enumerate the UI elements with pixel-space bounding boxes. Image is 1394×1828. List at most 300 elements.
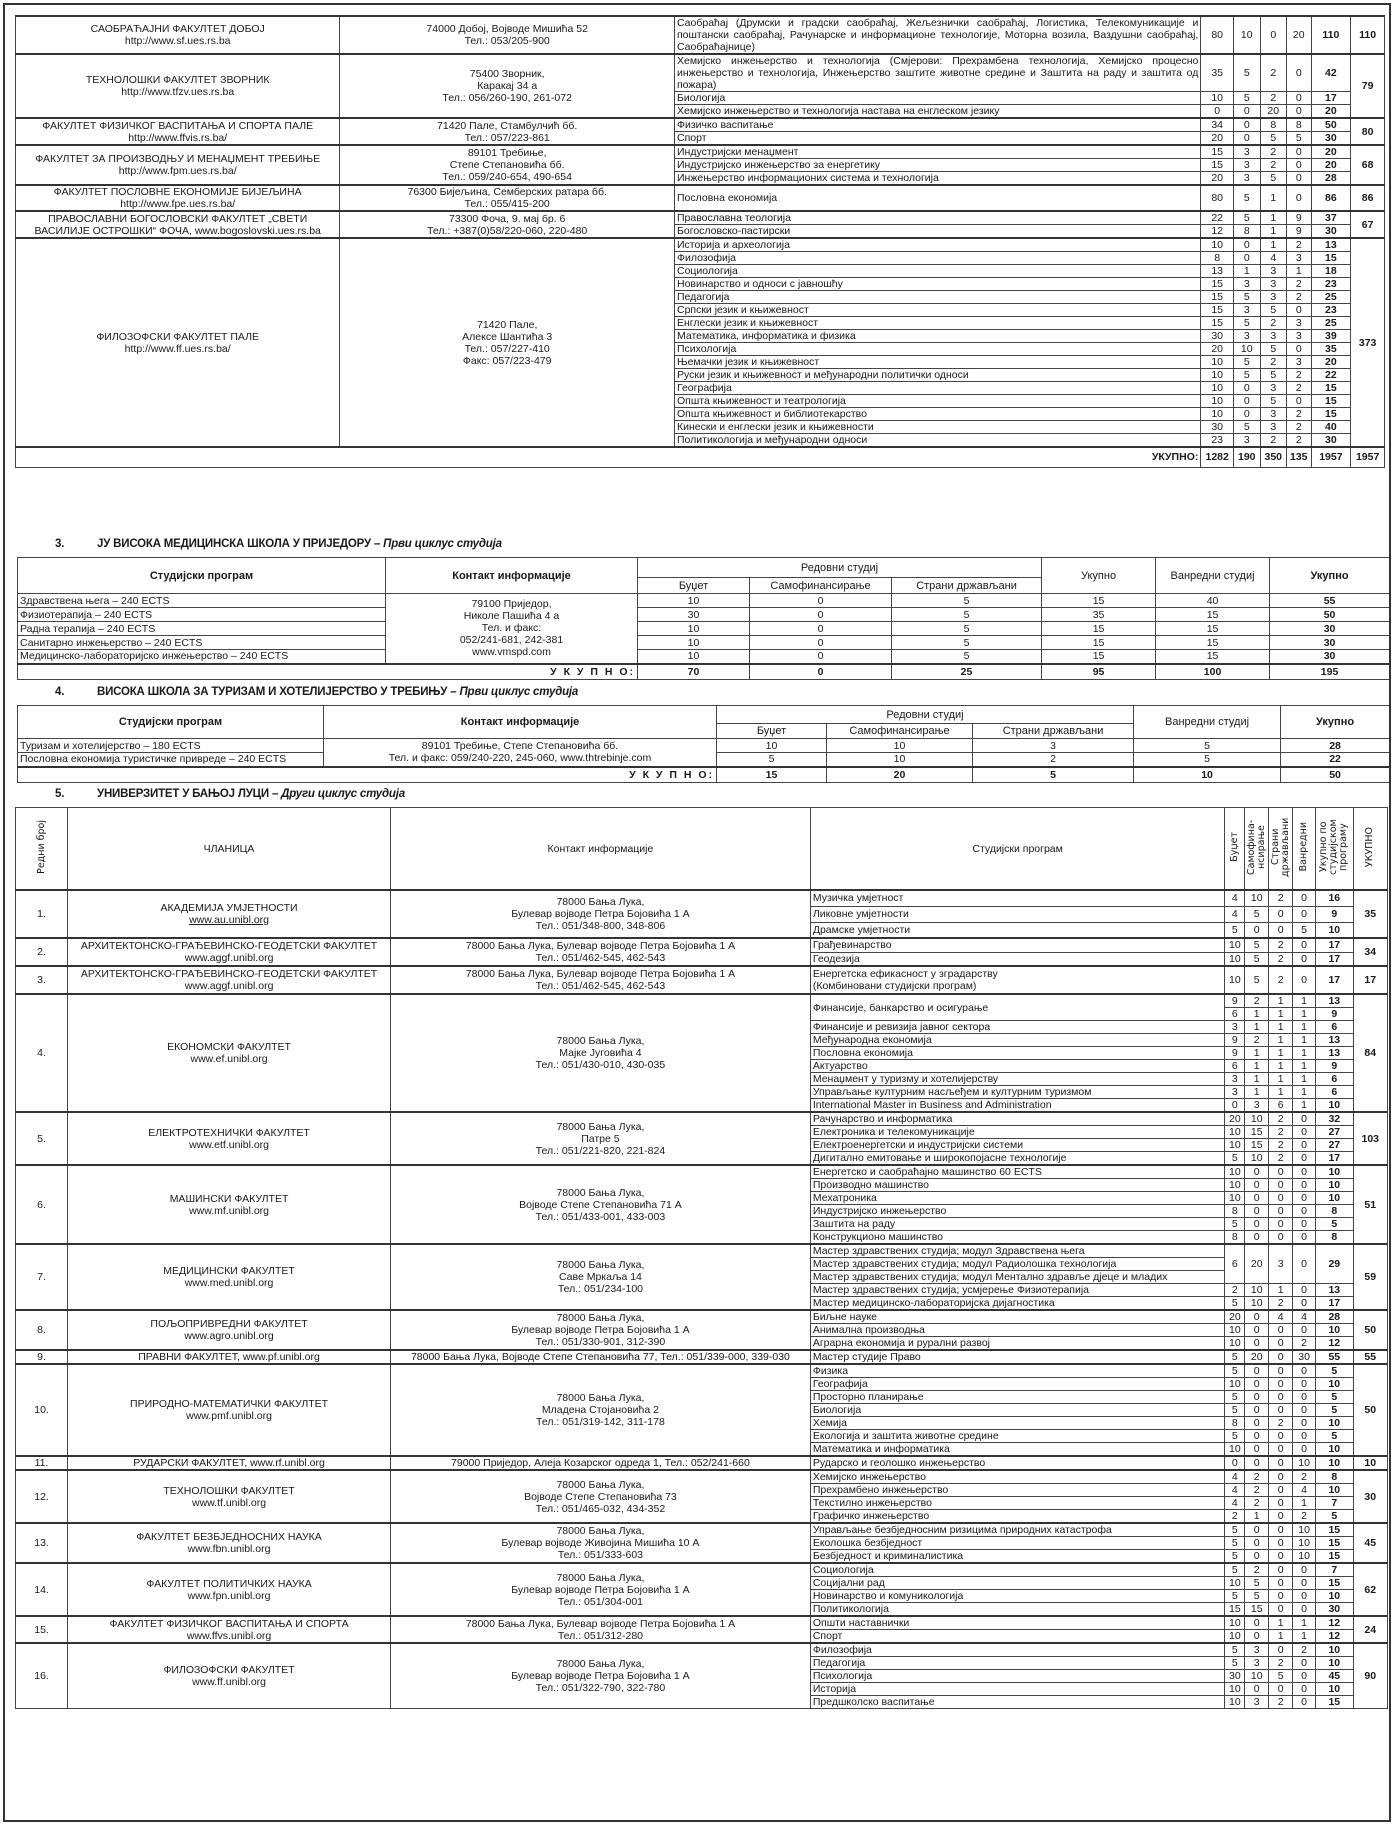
- foreign-value: 0: [1269, 1603, 1293, 1617]
- totals-row: [18, 767, 1390, 783]
- study-program: [810, 1510, 1225, 1524]
- contact-line: Булевар војводе Петра Бојовића 1 А: [511, 1670, 690, 1682]
- contact-line: 78000 Бања Лука,: [556, 1186, 645, 1199]
- table-row: [16, 238, 1385, 252]
- self-financed-value: 5: [1234, 211, 1261, 225]
- contact-line: 78000 Бања Лука,: [556, 1259, 645, 1271]
- self-financed-value: 0: [1245, 1683, 1269, 1696]
- self-financed-value: 3: [1234, 330, 1261, 343]
- faculty-name: [68, 1310, 391, 1350]
- header-part-time: Ванредни студиј: [1156, 558, 1270, 594]
- study-program: [810, 1590, 1225, 1603]
- faculty-title: ТЕХНОЛОШКИ ФАКУЛТЕТ: [163, 1484, 295, 1497]
- program-total-value: 40: [1311, 421, 1351, 434]
- faculty-website-link[interactable]: www.ff.unibl.org: [192, 1676, 267, 1688]
- section-title: УНИВЕРЗИТЕТ У БАЊОЈ ЛУЦИ: [97, 788, 269, 800]
- program-total-value: 30: [1311, 434, 1351, 448]
- budget-value: 30: [1201, 330, 1234, 343]
- faculty-website-link[interactable]: www.med.unibl.org: [184, 1277, 274, 1289]
- study-program: Санитарно инжењерство – 240 ECTS: [18, 636, 386, 650]
- study-program-name: Заштита на раду: [812, 1218, 896, 1230]
- section-number: 4.: [55, 686, 65, 698]
- value-cell: 15: [1156, 650, 1270, 664]
- contact-line: Тел.: 051/465-032, 434-352: [535, 1502, 666, 1515]
- program-total-value: 27: [1316, 1126, 1354, 1139]
- section-number: 5.: [55, 788, 65, 800]
- self-financed-value: 0: [1245, 1218, 1269, 1231]
- faculty-website-link[interactable]: http://www.fpm.ues.rs.ba/: [118, 165, 237, 177]
- budget-value: 10: [1225, 1616, 1245, 1630]
- value-cell: 10: [827, 753, 973, 767]
- part-time-value: 0: [1293, 1696, 1316, 1709]
- part-time-value: 0: [1293, 1324, 1316, 1337]
- program-total-value: 15: [1316, 1550, 1354, 1564]
- budget-value: 6: [1225, 1244, 1245, 1284]
- table-row: [16, 1523, 1388, 1537]
- study-program: [810, 1523, 1225, 1537]
- budget-value: 10: [1201, 356, 1234, 369]
- program-total-value: 20: [1311, 356, 1351, 369]
- program-total-value: 13: [1316, 994, 1354, 1008]
- self-financed-value: 0: [1234, 382, 1261, 395]
- total-value: 10: [1134, 767, 1281, 783]
- foreign-value: 2: [1260, 434, 1287, 448]
- table-row: [16, 1456, 1388, 1470]
- faculty-name: [68, 966, 391, 994]
- table-university-banja-luka: [15, 807, 1388, 1709]
- faculty-website-link[interactable]: www.aggf.unibl.org: [184, 980, 274, 992]
- study-program: [810, 1179, 1225, 1192]
- program-total-value: 32: [1316, 1112, 1354, 1126]
- value-cell: 30: [1270, 622, 1390, 636]
- study-program: [810, 1284, 1225, 1297]
- faculty-website-link[interactable]: www.fpn.unibl.org: [187, 1589, 271, 1602]
- self-financed-value: 0: [1234, 395, 1261, 408]
- foreign-value: 1: [1269, 1034, 1293, 1047]
- header-per-program: [1316, 808, 1354, 891]
- faculty-website-link[interactable]: www.au.unibl.org: [189, 914, 270, 926]
- faculty-name: [68, 1364, 391, 1456]
- program-total-value: 27: [1316, 1139, 1354, 1152]
- value-cell: 10: [638, 650, 750, 664]
- header-total: [1353, 808, 1387, 891]
- faculty-total: 35: [1353, 890, 1387, 938]
- contact-line: Тел.: 051/330-901, 312-390: [535, 1336, 666, 1348]
- foreign-value: 2: [1269, 952, 1293, 966]
- faculty-website-link[interactable]: http://www.fpe.ues.rs.ba/: [120, 198, 236, 210]
- value-cell: 10: [638, 622, 750, 636]
- contact-line: Тел.: 051/430-010, 430-035: [535, 1059, 666, 1071]
- foreign-value: 0: [1269, 1391, 1293, 1404]
- program-total-value: 10: [1316, 1443, 1354, 1457]
- self-financed-value: 5: [1234, 317, 1261, 330]
- faculty-website-link[interactable]: www.mf.unibl.org: [189, 1204, 270, 1217]
- foreign-value: 1: [1269, 994, 1293, 1008]
- part-time-value: 0: [1287, 145, 1311, 159]
- contact-line: Војводе Степе Степановића 71 А: [519, 1198, 682, 1211]
- part-time-value: 10: [1293, 1550, 1316, 1564]
- part-time-value: 0: [1293, 1417, 1316, 1430]
- program-total-value: 13: [1316, 1034, 1354, 1047]
- part-time-value: 0: [1287, 92, 1311, 105]
- faculty-website-link[interactable]: www.ffvs.unibl.org: [186, 1629, 272, 1642]
- part-time-value: 4: [1293, 1310, 1316, 1324]
- foreign-value: 3: [1269, 1244, 1293, 1284]
- budget-value: 0: [1201, 105, 1234, 119]
- ordinal-number: 3.: [16, 966, 68, 994]
- budget-value: 9: [1225, 1047, 1245, 1060]
- study-program: [810, 1060, 1225, 1073]
- faculty-website-link[interactable]: www.agro.unibl.org: [184, 1330, 274, 1342]
- totals-row: [16, 447, 1385, 467]
- budget-value: 10: [1225, 952, 1245, 966]
- header-program: Студијски програм: [810, 808, 1225, 891]
- study-program: [810, 1577, 1225, 1590]
- part-time-value: 2: [1287, 369, 1311, 382]
- self-financed-value: 3: [1245, 1696, 1269, 1709]
- study-program: [810, 1112, 1225, 1126]
- foreign-value: 2: [1260, 356, 1287, 369]
- part-time-value: 0: [1293, 938, 1316, 952]
- program-total-value: 37: [1311, 211, 1351, 225]
- faculty-total: 34: [1353, 938, 1387, 966]
- budget-value: 4: [1225, 1484, 1245, 1497]
- study-program: [810, 1021, 1225, 1034]
- study-program: [810, 906, 1225, 922]
- faculty-website-link[interactable]: www.fbn.unibl.org: [187, 1543, 271, 1555]
- study-program-name: Драмске умјетности: [812, 923, 911, 936]
- program-total-value: 5: [1316, 1404, 1354, 1417]
- study-program: [810, 922, 1225, 938]
- total-value: 1957: [1311, 447, 1351, 467]
- faculty-website-link[interactable]: http://www.ffvis.rs.ba/: [128, 131, 228, 144]
- faculty-website-link[interactable]: www.pmf.unibl.org: [186, 1410, 272, 1422]
- total-value: 195: [1270, 664, 1390, 680]
- budget-value: 0: [1225, 1099, 1245, 1113]
- foreign-value: 0: [1269, 1179, 1293, 1192]
- total-label: УКУПНО:: [16, 447, 1201, 467]
- foreign-value: 0: [1269, 1443, 1293, 1457]
- part-time-value: 8: [1287, 118, 1311, 132]
- study-program-name: Електроника и телекомуникације: [812, 1126, 975, 1138]
- contact-line: Булевар војводе Петра Бојовића 1 А: [511, 1583, 690, 1596]
- budget-value: 6: [1225, 1008, 1245, 1021]
- self-financed-value: 5: [1234, 185, 1261, 211]
- self-financed-value: 5: [1245, 938, 1269, 952]
- value-cell: 15: [1042, 594, 1156, 608]
- faculty-contact: [391, 1563, 811, 1616]
- study-program: [810, 1165, 1225, 1179]
- totals-row: [18, 664, 1390, 680]
- self-financed-value: 3: [1234, 172, 1261, 186]
- table-row: [16, 938, 1388, 952]
- budget-value: 2: [1225, 1510, 1245, 1524]
- faculty-name: [16, 118, 340, 145]
- contact-line: Младена Стојановића 2: [541, 1404, 659, 1416]
- program-total-value: 17: [1316, 1152, 1354, 1166]
- program-total-value: 15: [1311, 395, 1351, 408]
- faculty-name: [68, 1244, 391, 1310]
- total-value: 95: [1042, 664, 1156, 680]
- faculty-title: ТЕХНОЛОШКИ ФАКУЛТЕТ ЗВОРНИК: [85, 74, 270, 86]
- self-financed-value: 0: [1245, 1443, 1269, 1457]
- budget-value: 10: [1201, 238, 1234, 252]
- faculty-title: САОБРАЋАЈНИ ФАКУЛТЕТ ДОБОЈ: [90, 23, 265, 35]
- study-program: Руски језик и књижевност и међународни политички односи: [674, 369, 1200, 382]
- faculty-name: [68, 890, 391, 938]
- self-financed-value: 5: [1245, 952, 1269, 966]
- part-time-value: 0: [1287, 343, 1311, 356]
- budget-value: 10: [1201, 382, 1234, 395]
- contact-line: Војводе Степе Степановића 73: [524, 1490, 677, 1503]
- faculty-name: [68, 1350, 391, 1364]
- budget-value: 10: [1225, 1179, 1245, 1192]
- faculty-name: [16, 185, 340, 211]
- part-time-value: 0: [1293, 1391, 1316, 1404]
- study-program: Географија: [674, 382, 1200, 395]
- part-time-value: 0: [1287, 172, 1311, 186]
- value-cell: 10: [638, 594, 750, 608]
- foreign-value: 4: [1260, 252, 1287, 265]
- table-row: [16, 54, 1385, 92]
- faculty-website-link[interactable]: www.etf.unibl.org: [189, 1138, 270, 1151]
- study-program: [810, 1192, 1225, 1205]
- foreign-value: 0: [1269, 1497, 1293, 1510]
- table-row: [16, 1470, 1388, 1484]
- part-time-value: 1: [1293, 1060, 1316, 1073]
- self-financed-value: 5: [1234, 356, 1261, 369]
- study-program: [810, 1047, 1225, 1060]
- part-time-value: 2: [1293, 1470, 1316, 1484]
- faculty-name: [68, 1165, 391, 1244]
- table-row: [16, 145, 1385, 159]
- value-cell: 5: [892, 608, 1042, 622]
- part-time-value: 0: [1287, 185, 1311, 211]
- foreign-value: 1: [1260, 185, 1287, 211]
- part-time-value: 5: [1293, 922, 1316, 938]
- budget-value: 10: [1225, 1165, 1245, 1179]
- foreign-value: 2: [1269, 1417, 1293, 1430]
- part-time-value: 0: [1293, 1179, 1316, 1192]
- part-time-value: 2: [1287, 408, 1311, 421]
- faculty-title: ПРАВОСЛАВНИ БОГОСЛОВСКИ ФАКУЛТЕТ „СВЕТИ: [48, 212, 308, 225]
- table-row: [16, 185, 1385, 211]
- total-label: У К У П Н О:: [18, 664, 638, 680]
- value-cell: 15: [1042, 636, 1156, 650]
- foreign-value: 2: [1260, 317, 1287, 330]
- header-member: ЧЛАНИЦА: [68, 808, 391, 891]
- faculty-total: 373: [1351, 238, 1385, 447]
- study-program: [810, 1258, 1225, 1271]
- header-self-financed: Самофинансирање: [827, 724, 973, 739]
- budget-value: 10: [1225, 1324, 1245, 1337]
- faculty-title: ФАКУЛТЕТ ФИЗИЧКОГ ВАСПИТАЊА И СПОРТА: [109, 1617, 349, 1630]
- value-cell: 5: [1134, 739, 1281, 753]
- contact-line: 78000 Бања Лука,: [556, 1035, 645, 1047]
- table-row: [16, 1643, 1388, 1657]
- faculty-name: [68, 1523, 391, 1563]
- program-total-value: 5: [1316, 1430, 1354, 1443]
- faculty-website-link[interactable]: http://www.tfzv.ues.rs.ba: [121, 86, 235, 98]
- self-financed-value: 0: [1245, 1231, 1269, 1245]
- ordinal-number: 1.: [16, 890, 68, 938]
- contact-line: 78000 Бања Лука, Булевар војводе Петра Бојовића 1 А: [465, 940, 736, 952]
- contact-line: www.vmspd.com: [472, 646, 551, 659]
- program-total-value: 5: [1316, 1510, 1354, 1524]
- faculty-website-link[interactable]: http://www.ff.ues.rs.ba/: [124, 342, 231, 355]
- foreign-value: 1: [1269, 1047, 1293, 1060]
- part-time-value: 0: [1293, 966, 1316, 994]
- foreign-value: 3: [1260, 408, 1287, 421]
- part-time-value: 1: [1293, 1034, 1316, 1047]
- study-program: Пословна економија: [674, 185, 1200, 211]
- faculty-contact: [391, 1616, 811, 1643]
- self-financed-value: 10: [1245, 1297, 1269, 1311]
- faculty-website-link[interactable]: www.tf.unibl.org: [191, 1496, 267, 1509]
- self-financed-value: 10: [1234, 343, 1261, 356]
- faculty-website-link[interactable]: www.aggf.unibl.org: [184, 952, 274, 964]
- self-financed-value: 2: [1245, 1563, 1269, 1577]
- study-program-name: Мастер здравствених студија; модул Радиолошка технологија: [812, 1258, 1117, 1270]
- foreign-value: 2: [1269, 1139, 1293, 1152]
- program-total-value: 55: [1316, 1350, 1354, 1364]
- contact-line: Тел.: 051/322-790, 322-780: [535, 1682, 666, 1694]
- program-total-value: 10: [1316, 1484, 1354, 1497]
- foreign-value: 2: [1269, 1657, 1293, 1670]
- header-ordinal-label: Редни број: [35, 820, 47, 874]
- budget-value: 15: [1201, 317, 1234, 330]
- faculty-contact: [340, 185, 675, 211]
- contact-line: 73300 Фоча, 9. мај бр. 6: [449, 212, 566, 225]
- part-time-value: 0: [1287, 54, 1311, 92]
- budget-value: 30: [1201, 421, 1234, 434]
- faculty-contact: [340, 145, 675, 185]
- program-total-value: 17: [1316, 966, 1354, 994]
- budget-value: 4: [1225, 890, 1245, 906]
- part-time-value: 9: [1287, 225, 1311, 239]
- total-value: 15: [717, 767, 827, 783]
- program-total-value: 12: [1316, 1630, 1354, 1644]
- foreign-value: 3: [1260, 421, 1287, 434]
- part-time-value: 0: [1293, 1590, 1316, 1603]
- budget-value: 9: [1225, 994, 1245, 1008]
- study-program: [810, 1218, 1225, 1231]
- table-ues-faculties: [15, 15, 1385, 468]
- part-time-value: 1: [1293, 1630, 1316, 1644]
- faculty-title: ЕЛЕКТРОТЕХНИЧКИ ФАКУЛТЕТ: [148, 1126, 310, 1139]
- foreign-value: 3: [1260, 330, 1287, 343]
- contact-line: 78000 Бања Лука,: [556, 1312, 645, 1324]
- self-financed-value: 10: [1245, 1284, 1269, 1297]
- program-total-value: 25: [1311, 317, 1351, 330]
- study-program: Физичко васпитање: [674, 118, 1200, 132]
- study-program: Математика, информатика и физика: [674, 330, 1200, 343]
- ordinal-number: 2.: [16, 938, 68, 966]
- study-program: Пословна економија туристичке привреде – 240 ECTS: [18, 753, 324, 767]
- program-total-value: 20: [1311, 145, 1351, 159]
- budget-value: 3: [1225, 1021, 1245, 1034]
- budget-value: 13: [1201, 265, 1234, 278]
- contact-line: 78000 Бања Лука,: [556, 1120, 645, 1133]
- table-row: [16, 1244, 1388, 1258]
- faculty-total: 110: [1351, 16, 1385, 54]
- self-financed-value: 0: [1245, 1550, 1269, 1564]
- part-time-value: 2: [1293, 1643, 1316, 1657]
- part-time-value: 0: [1293, 1430, 1316, 1443]
- budget-value: 10: [1225, 938, 1245, 952]
- study-program: [810, 1443, 1225, 1457]
- program-total-value: 8: [1316, 1231, 1354, 1245]
- study-program-name: Аграрна економија и рурални развој: [812, 1337, 990, 1349]
- table-row: [18, 739, 1390, 753]
- faculty-total: 30: [1353, 1470, 1387, 1523]
- faculty-website-link[interactable]: ВАСИЛИЈЕ ОСТРОШКИ“ ФОЧА, www.bogoslovski.ues.rs.ba: [34, 224, 321, 237]
- program-total-value: 7: [1316, 1563, 1354, 1577]
- program-total-value: 17: [1316, 952, 1354, 966]
- contact-line: Тел.: 051/462-545, 462-543: [535, 980, 666, 992]
- program-total-value: 13: [1316, 1284, 1354, 1297]
- faculty-title: МАШИНСКИ ФАКУЛТЕТ: [169, 1192, 289, 1205]
- budget-value: 5: [1225, 1643, 1245, 1657]
- header-self-financed: [1245, 808, 1269, 891]
- foreign-value: 1: [1269, 1073, 1293, 1086]
- study-program-name: Новинарство и комуникологија: [812, 1590, 964, 1602]
- study-program-name: Педагогија: [812, 1657, 866, 1669]
- faculty-total: 80: [1351, 118, 1385, 145]
- budget-value: 15: [1201, 278, 1234, 291]
- study-program-name: Финансије и ревизија јавног сектора: [812, 1021, 991, 1033]
- contact-line: Тел.: 056/260-190, 261-072: [442, 92, 572, 104]
- contact-line: 78000 Бања Лука,: [556, 1392, 645, 1404]
- foreign-value: 2: [1269, 938, 1293, 952]
- self-financed-value: 5: [1234, 54, 1261, 92]
- part-time-value: 1: [1293, 1086, 1316, 1099]
- study-program-name: Мастер здравствених студија; модул Здравствена њега: [812, 1245, 1085, 1257]
- self-financed-value: 3: [1245, 1657, 1269, 1670]
- table-medical-school-prijedor: [17, 557, 1390, 680]
- program-total-value: 23: [1311, 304, 1351, 317]
- total-value: 350: [1260, 447, 1287, 467]
- self-financed-value: 1: [1245, 1073, 1269, 1086]
- budget-value: 15: [1225, 1603, 1245, 1617]
- study-program-name: Прехрамбено инжењерство: [812, 1484, 949, 1496]
- contact-line: 78000 Бања Лука, Булевар војводе Петра Бојовића 1 А: [465, 1617, 736, 1630]
- foreign-value: 0: [1269, 1337, 1293, 1351]
- part-time-value: 0: [1287, 395, 1311, 408]
- study-program-name: Електроенергетски и индустријски системи: [812, 1139, 1024, 1151]
- foreign-value: 0: [1269, 1324, 1293, 1337]
- total-value: 25: [892, 664, 1042, 680]
- self-financed-value: 0: [1234, 252, 1261, 265]
- program-total-value: 6: [1316, 1021, 1354, 1034]
- foreign-value: 0: [1269, 1364, 1293, 1378]
- budget-value: 20: [1201, 172, 1234, 186]
- faculty-total: 45: [1353, 1523, 1387, 1563]
- value-cell: 15: [1042, 650, 1156, 664]
- study-program-name: Социјални рад: [812, 1577, 885, 1589]
- budget-value: 10: [1201, 92, 1234, 105]
- part-time-value: 1: [1293, 1047, 1316, 1060]
- study-program: [810, 1126, 1225, 1139]
- faculty-website-link[interactable]: http://www.sf.ues.rs.ba: [124, 35, 231, 47]
- contact-line: Тел.: 051/433-001, 433-003: [535, 1210, 666, 1223]
- ordinal-number: 7.: [16, 1244, 68, 1310]
- self-financed-value: 3: [1234, 159, 1261, 172]
- part-time-value: 0: [1287, 159, 1311, 172]
- self-financed-value: 3: [1234, 278, 1261, 291]
- study-program-name: Мастер здравствених студија; усмјерење Физиотерапија: [812, 1284, 1090, 1296]
- faculty-website-link[interactable]: www.ef.unibl.org: [190, 1053, 268, 1065]
